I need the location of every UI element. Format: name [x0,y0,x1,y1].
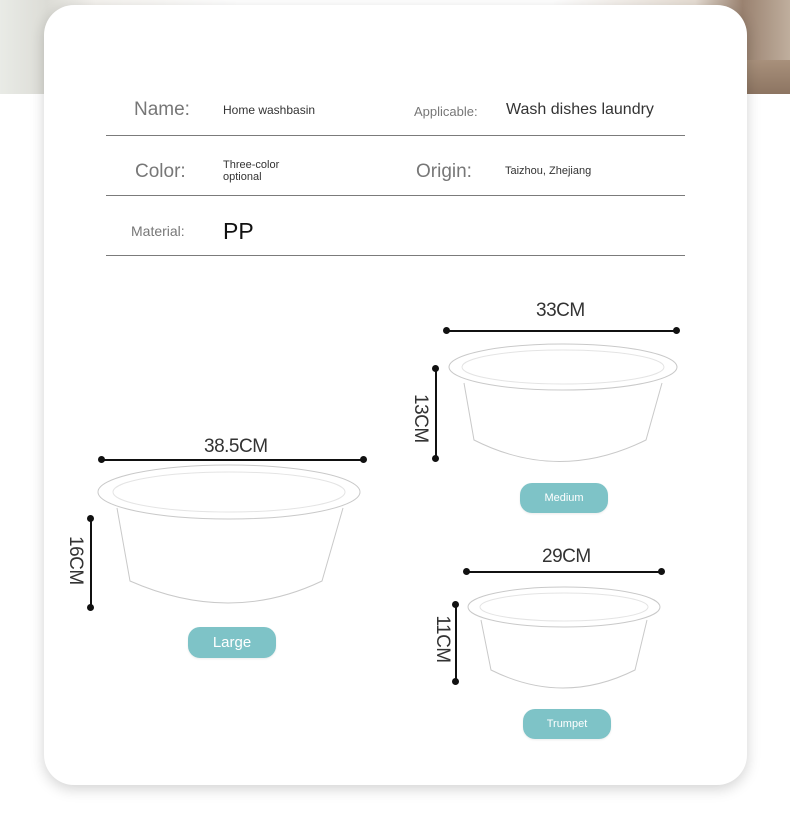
color-label: Color: [135,161,186,182]
color-value-line1: Three-color [223,159,280,171]
medium-height-line [435,368,437,458]
large-size-tag: Large [188,627,276,658]
name-value: Home washbasin [223,103,316,117]
trumpet-height-label: 11CM [432,615,453,663]
medium-width-label: 33CM [536,300,585,321]
trumpet-width-label: 29CM [542,546,591,567]
trumpet-width-line [466,571,662,573]
trumpet-size-tag: Trumpet [523,709,611,739]
large-height-label: 16CM [65,536,86,585]
material-value: PP [223,218,254,244]
origin-label: Origin: [416,161,472,182]
table-divider [106,195,685,196]
large-height-line [90,518,92,608]
medium-width-line [446,330,677,332]
dimension-dot [443,327,450,334]
table-divider [106,255,685,256]
color-value-line2: optional [223,171,262,183]
dimension-dot [452,678,459,685]
applicable-value: Wash dishes laundry [506,101,654,118]
large-basin-icon [97,463,362,608]
origin-value: Taizhou, Zhejiang [505,165,592,177]
dimension-dot [87,604,94,611]
large-width-line [101,459,364,461]
medium-size-tag: Medium [520,483,608,513]
dimension-dot [673,327,680,334]
applicable-label: Applicable: [414,104,478,119]
dimension-dot [658,568,665,575]
dimension-dot [452,601,459,608]
dimension-dot [87,515,94,522]
material-label: Material: [131,223,185,239]
dimension-dot [360,456,367,463]
dimension-dot [432,365,439,372]
dimension-dot [463,568,470,575]
trumpet-basin-icon [467,586,662,693]
dimension-dot [98,456,105,463]
medium-basin-icon [448,343,680,468]
name-label: Name: [134,99,190,120]
medium-height-label: 13CM [410,394,431,443]
large-width-label: 38.5CM [204,436,268,457]
table-divider [106,135,685,136]
dimension-dot [432,455,439,462]
trumpet-height-line [455,604,457,682]
